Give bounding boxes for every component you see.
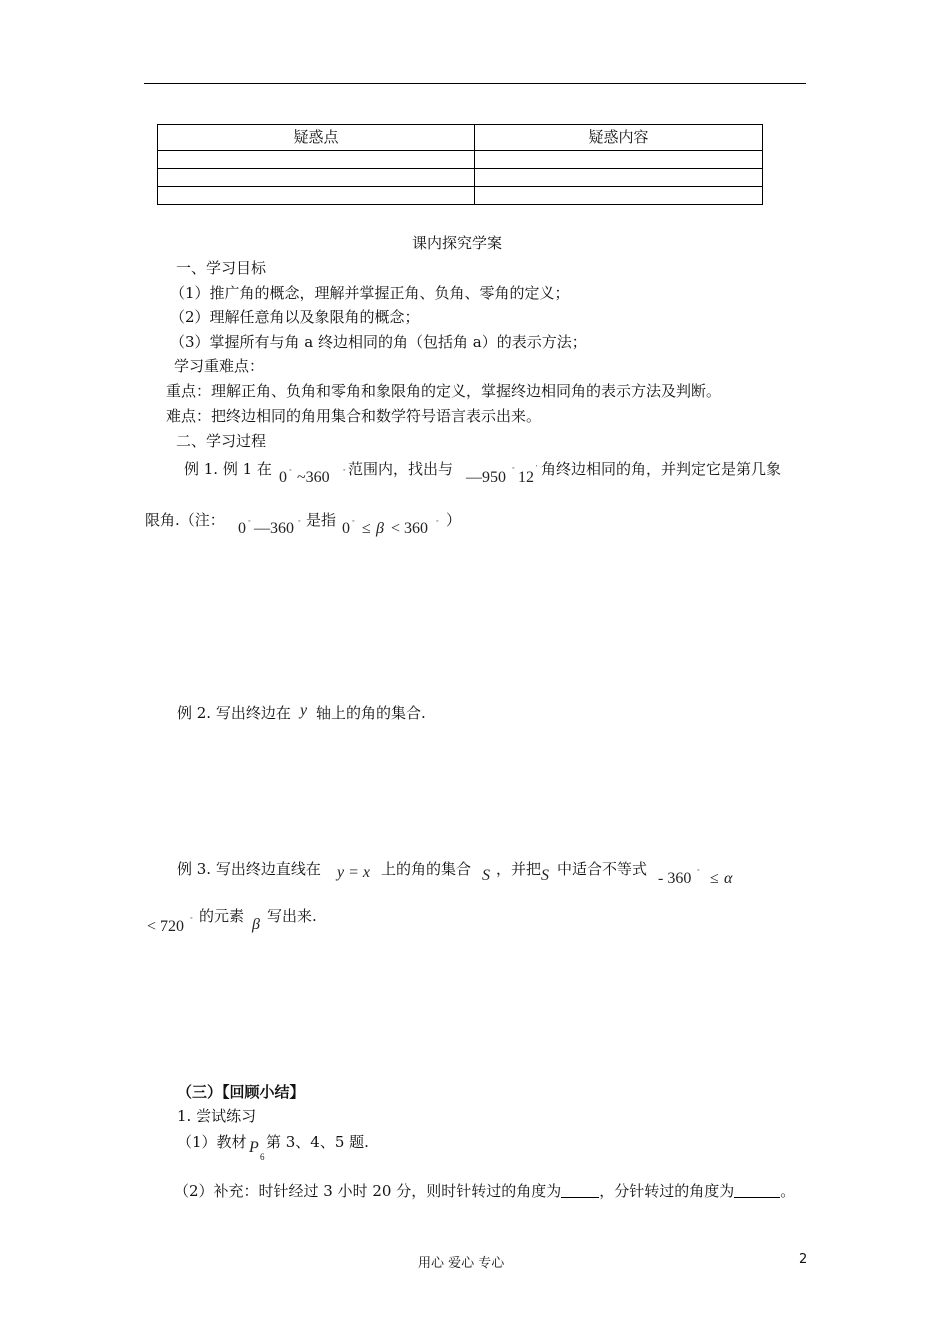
review-heading: （三）【回顾小结】: [177, 1083, 305, 1101]
ex1-math-360b: —360: [254, 520, 294, 537]
table-header-doubt-content: 疑惑内容: [475, 125, 763, 151]
table-row: [158, 169, 763, 187]
review-item-3-b: ，分针转过的角度为: [599, 1182, 735, 1200]
goals-heading: 一、学习目标: [176, 259, 267, 277]
ex1-degree: ◦: [436, 517, 439, 525]
key-heading: 学习重难点：: [174, 357, 265, 375]
ex3-math-yx: y = x: [337, 864, 370, 881]
table-row: [158, 151, 763, 169]
review-item-3-a: （2）补充：时针经过 3 小时 20 分，则时针转过的角度为: [174, 1182, 562, 1200]
goal-item-3: （3）掌握所有与角 a 终边相同的角（包括角 a）的表示方法；: [170, 333, 587, 351]
footer-slogan: 用心 爱心 专心: [418, 1256, 505, 1271]
header-rule: [144, 83, 806, 84]
ex1-math-lt360: < 360: [391, 520, 429, 537]
ex3-text-e: 的元素: [199, 907, 245, 925]
table-cell: [158, 169, 475, 187]
key-point: 重点：理解正角、负角和零角和象限角的定义，掌握终边相同角的表示方法及判断。: [166, 382, 722, 400]
ex1-math-0b: 0: [238, 520, 246, 537]
ex1-text-a: 例 1. 例 1 在: [184, 460, 272, 478]
ex1-math-12: 12: [518, 469, 534, 486]
table-cell: [475, 187, 763, 205]
ex1-text-c: 角终边相同的角，并判定它是第几象: [541, 460, 782, 478]
ex3-degree: ◦: [190, 914, 193, 922]
ex1-math-beta: β: [376, 520, 384, 537]
ex1-math-0: 0: [279, 469, 287, 486]
ex1-degree: ◦: [289, 466, 292, 474]
ex3-math-alpha: α: [724, 870, 733, 887]
table-header-doubt-point: 疑惑点: [158, 125, 475, 151]
ex2-math-y: y: [300, 702, 308, 719]
ex3-math-s2: S: [541, 867, 549, 884]
review-math-sub: 6: [260, 1152, 265, 1162]
ex3-math-le: ≤: [710, 870, 719, 887]
review-item-3: [174, 1180, 795, 1201]
difficulty: 难点：把终边相同的角用集合和数学符号语言表示出来。: [166, 407, 542, 425]
section-title: 课内探究学案: [412, 234, 503, 252]
ex3-math-neg360: - 360: [658, 870, 692, 887]
ex2-text-a: 例 2. 写出终边在: [177, 704, 291, 722]
ex1-math-950: —950: [466, 469, 506, 486]
ex1-text-e: 是指: [306, 511, 337, 529]
ex1-text-f: ）: [446, 511, 462, 529]
page-number: 2: [799, 1252, 808, 1267]
answer-blank-hour[interactable]: [561, 1183, 599, 1198]
ex1-degree: ◦: [352, 517, 355, 525]
ex1-math-0c: 0: [342, 520, 350, 537]
review-item-3-c: 。: [780, 1182, 796, 1200]
process-heading: 二、学习过程: [176, 432, 267, 450]
doubts-table: [157, 124, 763, 205]
table-cell: [158, 151, 475, 169]
ex3-math-s: S: [482, 867, 490, 884]
table-header-row: [158, 125, 763, 151]
ex1-math-le: ≤: [362, 520, 371, 537]
ex1-math-360: ~360: [297, 469, 330, 486]
ex3-text-d: 中适合不等式: [557, 860, 648, 878]
ex1-minute-mark: ′: [536, 464, 538, 472]
review-item-2-b: 第 3、4、5 题.: [266, 1133, 369, 1151]
review-item-1: 1. 尝试练习: [177, 1107, 257, 1125]
table-row: [158, 187, 763, 205]
ex3-text-c: ，并把: [496, 860, 542, 878]
ex3-text-b: 上的角的集合: [381, 860, 472, 878]
ex1-text-d: 限角.（注：: [145, 511, 225, 529]
answer-blank-minute[interactable]: [734, 1183, 780, 1198]
table-cell: [475, 151, 763, 169]
goal-item-1: （1）推广角的概念，理解并掌握正角、负角、零角的定义；: [170, 284, 570, 302]
table-cell: [158, 187, 475, 205]
ex3-math-beta: β: [252, 916, 260, 933]
ex1-text-b: 范围内，找出与: [348, 460, 454, 478]
table-cell: [475, 169, 763, 187]
ex3-text-f: 写出来.: [267, 907, 317, 925]
review-math-p: P: [249, 1139, 259, 1156]
ex3-text-a: 例 3. 写出终边直线在: [177, 860, 321, 878]
ex1-degree: ◦: [343, 466, 346, 474]
ex3-degree: ◦: [697, 866, 700, 874]
review-item-2-a: （1）教材: [177, 1133, 247, 1151]
ex1-degree: ◦: [298, 517, 301, 525]
ex1-degree: ◦: [248, 517, 251, 525]
ex3-math-lt720: < 720: [147, 918, 185, 935]
ex2-text-b: 轴上的角的集合.: [316, 704, 426, 722]
ex1-degree: ◦: [512, 464, 515, 472]
goal-item-2: （2）理解任意角以及象限角的概念；: [170, 308, 420, 326]
